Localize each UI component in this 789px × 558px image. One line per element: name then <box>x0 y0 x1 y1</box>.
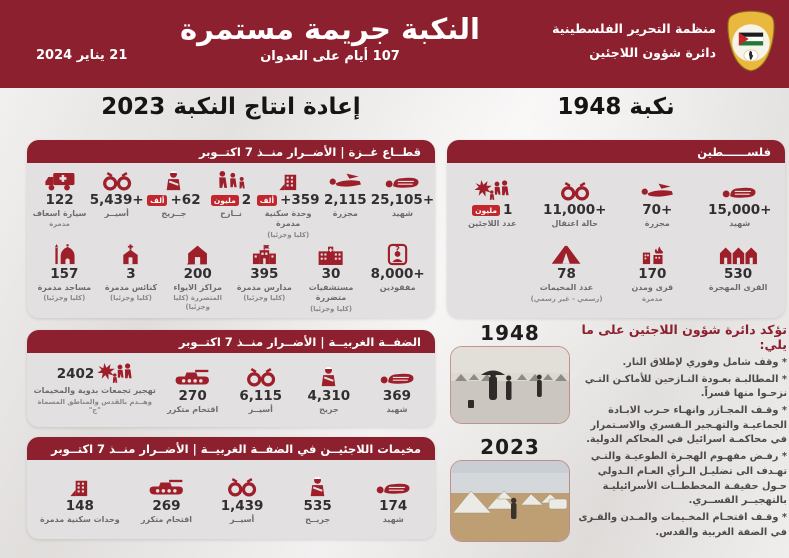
wounded-icon <box>162 167 185 192</box>
stat-value: 148 <box>65 497 94 514</box>
stat-item <box>98 241 165 303</box>
stat-value: 2402 <box>56 365 95 382</box>
ambulance-icon <box>44 167 76 192</box>
church-icon <box>119 241 142 266</box>
stat-label: جريــح <box>305 514 331 524</box>
stat-item <box>202 167 259 219</box>
palestine-stats-row-2 <box>524 241 781 303</box>
village-icon <box>718 241 759 266</box>
stat-label: وحدات سكنية مدمرة <box>39 514 120 524</box>
tank-icon <box>149 473 184 498</box>
stat-sublabel: (كليا وجزئيا) <box>110 294 152 303</box>
palestine-stats-row-1 <box>451 177 781 229</box>
stat-value: 70+ <box>642 202 673 219</box>
stat-label: مجزرة <box>332 208 358 218</box>
stat-sublabel: مدمرة <box>642 294 663 303</box>
stat-item <box>524 241 610 303</box>
date: 21 يناير 2024 <box>36 48 128 63</box>
stat-label: مستشفيات متضررة <box>308 282 354 303</box>
stat-sublabel: وهــدم بالقدس والمناطق المسماة "ج" <box>37 397 152 415</box>
school-icon <box>251 241 278 266</box>
stat-label: شهيد <box>386 405 408 415</box>
stat-value: +359 ألف <box>257 193 320 208</box>
affirmation-bullet: * المطالبـة بعـودة النـازحين للأماكـن التـي نزحـوا منها قسراً. <box>578 373 787 402</box>
stat-label: سيارة اسعاف <box>32 208 87 218</box>
stat-item <box>164 241 231 311</box>
stat-value: 395 <box>250 265 279 282</box>
stat-item <box>534 177 617 229</box>
affirmation-bullet: * وقـف المجـازر وانهـاء حـرب الابـادة الجماعيـة والتهـجير الـقسري والاسـتمرار في محاكمـة اسرائيل في المحاكم الدولية. <box>578 404 787 448</box>
stat-value: 11,000+ <box>543 202 607 219</box>
stat-sublabel: (كليا وجزئيا) <box>310 304 352 313</box>
stat-item <box>280 473 356 525</box>
unit-badge: مليون <box>211 195 239 207</box>
page-title: النكبة جريمة مستمرة <box>180 12 480 46</box>
stat-label: كنائس مدمرة <box>104 282 158 292</box>
svg-text:?: ? <box>395 244 401 255</box>
stat-item <box>451 177 534 229</box>
org-block <box>552 10 779 72</box>
stat-item <box>364 241 431 293</box>
stat-value: 30 <box>321 265 341 282</box>
handcuffs-icon <box>559 177 591 202</box>
displaced-family-icon <box>214 167 247 192</box>
header-bar <box>0 0 789 88</box>
affirmations-section <box>447 322 787 552</box>
stat-label: مجزرة <box>644 218 670 228</box>
stat-label: أسيــر <box>248 405 273 415</box>
stat-item <box>204 473 280 525</box>
stat-item <box>31 473 129 525</box>
affirmations-text <box>578 322 787 552</box>
palestine-box-header: فلســــــطين <box>447 140 785 163</box>
plo-emblem-icon <box>723 10 779 72</box>
tent-icon <box>550 241 582 266</box>
stat-item <box>370 167 435 219</box>
stat-value: 6,115 <box>239 388 283 405</box>
stat-item <box>145 167 202 219</box>
palestine-1948-box <box>447 140 785 318</box>
shelter-icon <box>185 241 210 266</box>
stat-item <box>317 167 374 219</box>
affirmation-bullet: * رفـض مفهـوم الهجـرة الطوعيـة والتـي تهـدف الى تضليـل الـرأي العـام الـدولي حـول حقيقـة المخططــات الأسرائيليـة بالتهجيــر القســري. <box>578 450 787 509</box>
stat-item <box>31 363 159 414</box>
stat-label: اقتحام متكرر <box>140 514 193 524</box>
stat-item <box>31 167 88 229</box>
stat-label: جريح <box>319 405 339 415</box>
stat-sublabel: (رسمي - غير رسمي) <box>530 294 603 303</box>
massacre-icon <box>327 167 364 192</box>
unit-badge: ألف <box>147 195 167 207</box>
org-line-2: دائرة شؤون اللاجئين <box>589 45 716 60</box>
stat-value: 269 <box>152 497 181 514</box>
stat-value: 2,115 <box>323 191 367 208</box>
stat-value: 122 <box>45 191 74 208</box>
stat-value: 369 <box>382 388 412 405</box>
stat-label: تهجير تجمعات بدوية والمخيمات <box>33 386 156 396</box>
stat-value: +62 ألف <box>147 193 200 208</box>
photo-2023-label: 2023 <box>480 435 540 459</box>
org-line-1: منظمة التحرير الفلسطينية <box>552 21 716 37</box>
gaza-stats-row-2 <box>31 241 431 313</box>
stat-item <box>259 167 320 239</box>
martyr-icon <box>375 473 412 498</box>
stat-label: عدد المخيمات <box>539 283 594 293</box>
stat-label: نــازح <box>220 208 242 218</box>
tank-icon <box>175 363 210 388</box>
stat-label: مفقودين <box>379 282 416 292</box>
unit-badge: مليون <box>472 205 500 217</box>
stat-label: مراكز الايواء <box>173 282 222 292</box>
photo-2023 <box>450 460 570 542</box>
stat-item <box>695 241 781 293</box>
stat-sublabel: (كليا وجزئيا) <box>43 294 86 303</box>
stat-label: اقتحام متكرر <box>167 405 219 415</box>
refugee-camps-box-header: مخيمات اللاجئيــن في الضفــة الغربيــة | الأضــرار منــذ 7 اكتــوبر <box>27 437 435 460</box>
stat-item <box>609 241 695 303</box>
stat-label: أسيــر <box>104 208 129 218</box>
martyr-icon <box>721 177 758 202</box>
stat-item <box>88 167 145 219</box>
stat-label: أسيــر <box>229 514 255 524</box>
stat-item <box>699 177 782 229</box>
affirmations-title: تؤكد دائرة شؤون اللاجئين على ما يلي: <box>581 322 787 352</box>
stat-item <box>616 177 699 229</box>
photo-1948 <box>450 346 570 424</box>
stat-value: 25,105+ <box>370 191 435 208</box>
handcuffs-icon <box>245 363 277 388</box>
stat-item <box>363 363 431 415</box>
stat-label: حالة اعتقال <box>551 218 599 228</box>
stat-value: 5,439+ <box>89 191 144 208</box>
stat-value: 157 <box>50 265 79 282</box>
stat-item <box>355 473 431 525</box>
stat-label: قرى ومدن <box>631 283 674 293</box>
stat-value: 4,310 <box>307 388 351 405</box>
missing-person-icon <box>387 241 408 266</box>
burning-city-icon <box>640 241 665 266</box>
affirmation-bullet: * وقف شامل وفوري لإطلاق النار. <box>578 356 787 371</box>
mosque-icon <box>53 241 76 266</box>
org-lines <box>552 17 716 65</box>
displacement-explosion-icon <box>474 177 510 202</box>
stat-value: 1 مليون <box>472 203 512 218</box>
stat-label: جــريح <box>161 208 187 218</box>
wounded-icon <box>306 473 329 498</box>
displacement-explosion-icon <box>97 363 133 385</box>
stat-label: القرى المهجرة <box>708 283 768 293</box>
stat-value: 535 <box>303 497 332 514</box>
stat-value: 1,439 <box>220 497 264 514</box>
unit-badge: ألف <box>257 195 277 207</box>
wounded-icon <box>317 363 340 388</box>
stat-sublabel: مدمرة <box>49 220 70 229</box>
subtitle: 107 أيام على العدوان <box>260 49 400 64</box>
gaza-box-header: قطــاع غــزة | الأضــرار منــذ 7 اكتــوبر <box>27 140 435 163</box>
hospital-icon <box>316 241 345 266</box>
stat-label: شهيد <box>391 208 413 218</box>
destroyed-housing-icon <box>277 167 300 192</box>
stat-value: 3 <box>126 265 136 282</box>
gaza-stats-row-1 <box>31 167 435 239</box>
stat-label: مدارس مدمرة <box>236 282 292 292</box>
title-block <box>150 12 510 64</box>
stat-value: 8,000+ <box>370 265 425 282</box>
handcuffs-icon <box>226 473 258 498</box>
camps-stats-row <box>31 473 431 525</box>
stat-item <box>231 241 298 303</box>
stat-sublabel: (كليا وجزئيا) <box>267 230 310 239</box>
stat-item <box>159 363 227 415</box>
stat-value: 200 <box>183 265 212 282</box>
photos-column <box>447 322 573 552</box>
stat-item <box>298 241 365 313</box>
stat-sublabel: (كليا وجزئيا) <box>243 294 286 303</box>
west-bank-box-header: الضفــة الغربيــة | الأضــرار منــذ 7 اكتــوبر <box>27 330 435 353</box>
destroyed-housing-icon <box>68 473 91 498</box>
stat-label: شهيد <box>729 218 751 228</box>
stat-item <box>227 363 295 415</box>
stat-item <box>295 363 363 415</box>
stat-value: 15,000+ <box>708 202 772 219</box>
stat-label: عدد اللاجئين <box>468 218 517 228</box>
west-bank-stats-row <box>31 363 431 415</box>
stat-value: 530 <box>724 266 753 283</box>
stat-value: 174 <box>379 497 408 514</box>
stat-value: 78 <box>557 266 576 283</box>
affirmations-list <box>578 356 787 540</box>
affirmation-bullet: * وقـف اقتحـام المخـيمات والمـدن والقـرى في الضفة الغربية والقدس. <box>578 511 787 540</box>
refugee-camps-box <box>27 437 435 539</box>
martyr-icon <box>384 167 421 192</box>
heading-1948: نكبة 1948 <box>557 94 675 120</box>
handcuffs-icon <box>101 167 133 192</box>
stat-item <box>31 241 98 303</box>
stat-label: مساجد مدمرة <box>37 282 92 292</box>
stat-item <box>129 473 205 525</box>
stat-sublabel: المتضررة (كليا وجزئيا) <box>173 294 222 311</box>
photo-1948-label: 1948 <box>480 321 540 345</box>
west-bank-box <box>27 330 435 427</box>
martyr-icon <box>379 363 416 388</box>
stat-label: وحدة سكنية مدمرة <box>264 208 312 229</box>
massacre-icon <box>639 177 676 202</box>
stat-value: 2 مليون <box>211 193 251 208</box>
gaza-box <box>27 140 435 318</box>
stat-label: شهيد <box>382 514 404 524</box>
heading-2023: إعادة انتاج النكبة 2023 <box>101 94 361 120</box>
stat-value: 270 <box>178 388 207 405</box>
stat-value: 170 <box>638 266 667 283</box>
